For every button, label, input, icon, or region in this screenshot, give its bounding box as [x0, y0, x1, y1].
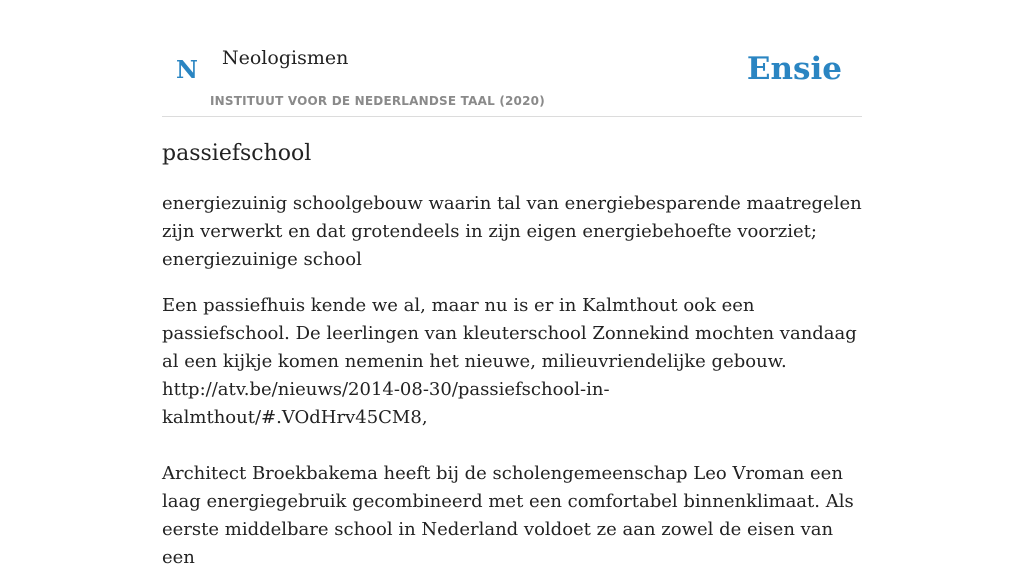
- entry-content: [162, 138, 862, 572]
- example-text: Architect Broekbakema heeft bij de scholengemeenschap Leo Vroman een laag energiegebruik gecombineerd met een comfortabel binnenklimaat. Als eerste middelbare school in Nederland voldoet ze aan zowel de eisen van een: [162, 463, 854, 568]
- entry-definition: energiezuinig schoolgebouw waarin tal van energiebesparende maatregelen zijn verwerkt en dat grotendeels in zijn eigen energiebehoefte voorziet; energiezuinige school: [162, 193, 862, 270]
- example-source: http://atv.be/nieuws/2014-08-30/passiefschool-in-kalmthout/#.VOdHrv45CM8,: [162, 379, 610, 428]
- dictionary-header: [162, 0, 862, 117]
- entry-headword: passiefschool: [162, 141, 312, 166]
- dictionary-name-link[interactable]: Neologismen: [222, 47, 349, 69]
- example-spacer: [162, 432, 862, 460]
- example-block: [162, 292, 862, 572]
- example-text: Een passiefhuis kende we al, maar nu is er in Kalmthout ook een passiefschool. De leerlingen van kleuterschool Zonnekind mochten vandaag al een kijkje komen nemenin het nieuwe, milieuvriendelijke gebouw.: [162, 295, 857, 372]
- dictionary-publisher: INSTITUUT VOOR DE NEDERLANDSE TAAL (2020): [210, 94, 545, 108]
- dictionary-logo-icon[interactable]: N: [176, 55, 198, 84]
- ensie-logo-link[interactable]: Ensie: [746, 51, 842, 87]
